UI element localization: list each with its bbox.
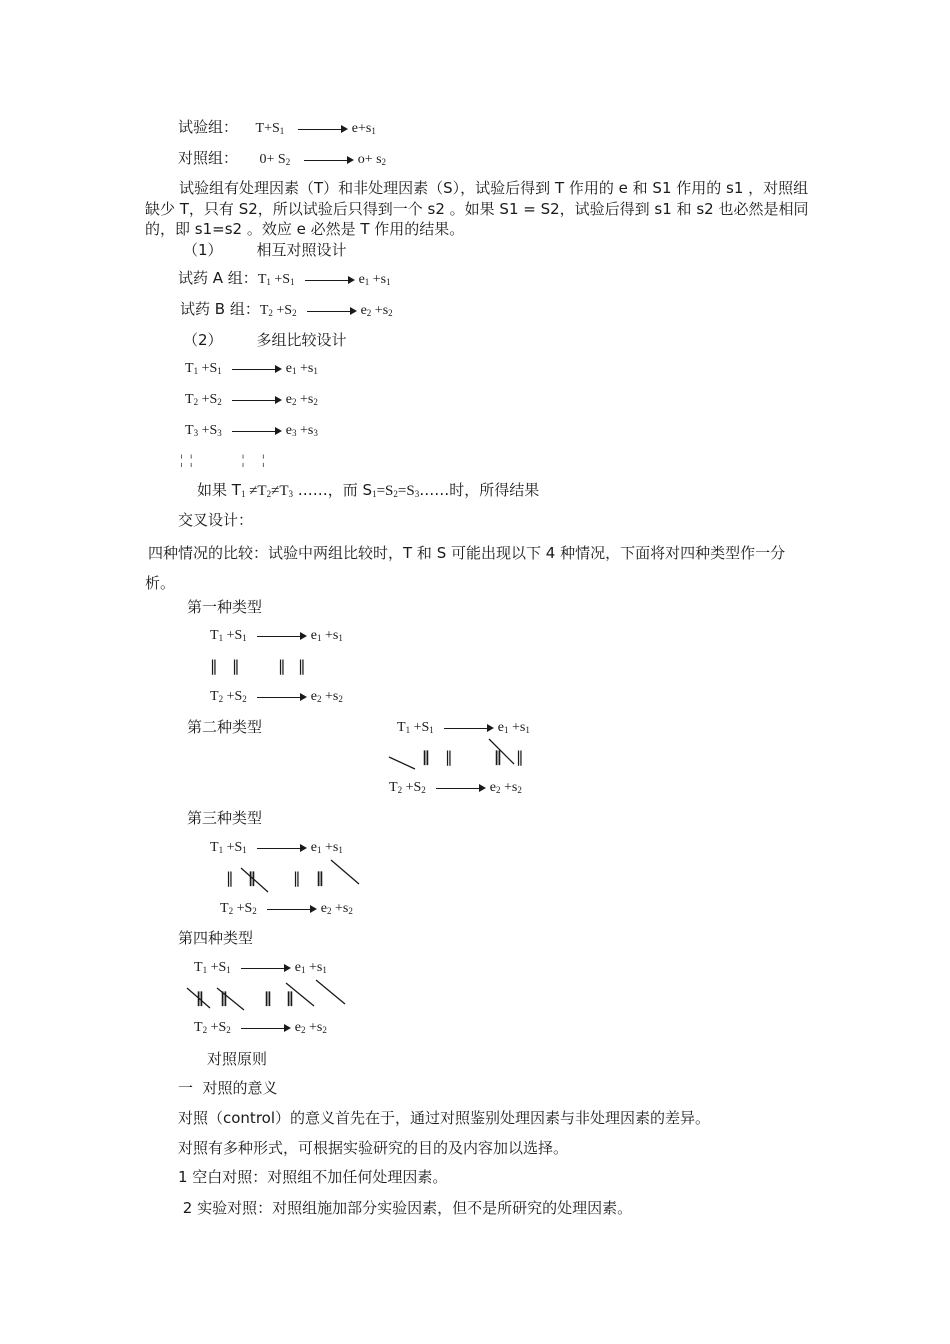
- subscript: 2: [338, 694, 343, 704]
- type1-row-2: [210, 687, 343, 707]
- t-symbol: T: [210, 628, 219, 643]
- subscript: 1: [338, 633, 343, 643]
- subscript: 1: [218, 633, 224, 643]
- drug-b-line: [180, 299, 393, 321]
- heading-text: 相互对照设计: [256, 241, 347, 259]
- t-symbol: T: [185, 361, 194, 376]
- e-symbol: e: [310, 689, 317, 704]
- heading-number: （2）: [183, 331, 223, 349]
- heading-mutual-control: [183, 240, 347, 260]
- subscript: 2: [316, 694, 322, 704]
- t-symbol: T: [210, 689, 219, 704]
- blank-control-text: 1 空白对照：对照组不加任何处理因素。: [178, 1168, 448, 1186]
- and-text: ……，而 S: [293, 481, 373, 499]
- subscript: 1: [525, 725, 530, 735]
- arrow-icon: [267, 904, 317, 914]
- e-symbol: e: [320, 901, 327, 916]
- ellipsis-line: ¦ ¦ ¦ ¦: [180, 453, 265, 468]
- drug-b-label: 试药 B 组：: [180, 300, 260, 318]
- s-symbol: +S: [207, 1020, 227, 1035]
- e-symbol: e: [360, 303, 367, 318]
- s-symbol: +S: [198, 361, 218, 376]
- arrow-icon: [444, 723, 494, 733]
- subscript: 2: [397, 785, 403, 795]
- s-symbol: +S: [198, 392, 218, 407]
- experiment-group-label: 试验组：: [178, 118, 239, 136]
- subscript: 1: [313, 366, 318, 376]
- drug-a-label: 试药 A 组：: [178, 269, 258, 287]
- s-symbol: +S: [272, 303, 293, 318]
- subscript: 1: [364, 277, 370, 287]
- subscript: 1: [193, 366, 199, 376]
- subscript: 2: [393, 489, 398, 499]
- cross-line: [316, 980, 345, 1004]
- subscript: 2: [322, 1025, 327, 1035]
- heading-text: 多组比较设计: [256, 331, 347, 349]
- t-symbol: T: [185, 423, 194, 438]
- e-symbol: e: [285, 361, 292, 376]
- subscript: 2: [381, 157, 387, 167]
- subscript: 3: [288, 489, 293, 499]
- subscript: 1: [242, 845, 247, 855]
- subscript: 1: [202, 965, 208, 975]
- subscript: 2: [202, 1025, 208, 1035]
- type-2-label: 第二种类型: [187, 718, 263, 736]
- s-symbol: +S: [198, 423, 218, 438]
- subscript: 2: [366, 308, 372, 318]
- arrow-icon: [241, 1023, 291, 1033]
- type2-row-2: [389, 778, 522, 798]
- parallel-mark: ∥: [264, 989, 272, 1007]
- type3-row-2: [220, 899, 353, 919]
- subscript: 2: [268, 308, 273, 318]
- subscript: 2: [300, 1025, 306, 1035]
- subscript: 2: [291, 397, 297, 407]
- s-lower-symbol: +s: [296, 361, 314, 376]
- section-heading: 一 对照的意义: [178, 1079, 278, 1097]
- if-condition-line: [197, 480, 539, 501]
- formula-left: 0+ S: [259, 152, 286, 167]
- subscript: 2: [217, 397, 222, 407]
- experimental-control-text: 2 实验对照：对照组施加部分实验因素，但不是所研究的处理因素。: [178, 1199, 633, 1217]
- subscript: 1: [217, 366, 222, 376]
- subscript: 1: [266, 277, 271, 287]
- arrow-icon: [307, 306, 357, 316]
- subscript: 1: [405, 725, 411, 735]
- s-lower-symbol: +s: [369, 272, 387, 287]
- subscript: 2: [292, 308, 297, 318]
- s-lower-symbol: +s: [305, 960, 323, 975]
- equal-mark: ‖: [293, 869, 301, 887]
- formula-left: T+S: [255, 121, 280, 136]
- subscript: 1: [429, 725, 434, 735]
- s-lower-symbol: +s: [321, 840, 339, 855]
- cross-line: [489, 739, 514, 764]
- cross-line: [331, 860, 359, 884]
- subscript: 1: [316, 633, 322, 643]
- arrow-icon: [232, 426, 282, 436]
- subscript: 2: [495, 785, 501, 795]
- subscript: 1: [242, 633, 247, 643]
- type1-row-1: [210, 626, 343, 646]
- eq-text: =S: [376, 483, 394, 499]
- type3-row-1: [210, 838, 343, 858]
- arrow-icon: [257, 692, 307, 702]
- subscript: 1: [386, 277, 391, 287]
- subscript: 1: [338, 845, 343, 855]
- s-lower-symbol: +s: [296, 423, 314, 438]
- s-symbol: +S: [270, 272, 291, 287]
- e-symbol: e: [310, 628, 317, 643]
- control-group-label: 对照组：: [178, 149, 239, 167]
- arrow-icon: [232, 364, 282, 374]
- four-cases-paragraph: 四种情况的比较：试验中两组比较时，T 和 S 可能出现以下 4 种情况，下面将对四种类型作一分析。: [145, 544, 786, 592]
- e-symbol: e: [294, 1020, 301, 1035]
- subscript: 2: [388, 308, 393, 318]
- control-forms-text: 对照有多种形式，可根据实验研究的目的及内容加以选择。: [178, 1139, 569, 1157]
- subscript: 1: [279, 126, 285, 136]
- s-lower-symbol: +s: [508, 720, 526, 735]
- subscript: 3: [217, 428, 222, 438]
- t-symbol: T: [397, 720, 406, 735]
- formula-right: e+s: [351, 121, 372, 136]
- subscript: 1: [300, 965, 306, 975]
- subscript: 1: [218, 845, 224, 855]
- parallel-mark: ∥: [286, 989, 294, 1007]
- experiment-group-line: [178, 117, 376, 139]
- result-text: ……时，所得结果: [419, 481, 540, 499]
- subscript: 2: [348, 906, 353, 916]
- subscript: 2: [252, 906, 257, 916]
- neq-text: ≠T: [245, 483, 267, 499]
- equal-mark: ‖: [516, 748, 524, 766]
- equal-mark: ‖: [278, 657, 286, 675]
- subscript: 2: [242, 694, 247, 704]
- e-symbol: e: [310, 840, 317, 855]
- t-symbol: T: [259, 303, 269, 318]
- s-symbol: +S: [402, 780, 422, 795]
- s-lower-symbol: +s: [305, 1020, 323, 1035]
- t-symbol: T: [389, 780, 398, 795]
- subscript: 2: [421, 785, 426, 795]
- s-symbol: +S: [410, 720, 430, 735]
- subscript: 1: [503, 725, 509, 735]
- neq-text: ≠T: [271, 483, 289, 499]
- multi-row-2: [185, 390, 318, 410]
- s-symbol: +S: [223, 840, 243, 855]
- subscript: 1: [316, 845, 322, 855]
- control-group-line: [178, 148, 386, 170]
- explanation-paragraph: 试验组有处理因素（T）和非处理因素（S），试验后得到 T 作用的 e 和 S1 作用的 s1 ，对照组缺少 T，只有 S2，所以试验后只得到一个 s2 。如果 S1 = S2，试验后得到 s1 和 s2 也必然是相同的，即 s1=s2 。效应 e 必然是 T 作用的结果。: [145, 179, 809, 238]
- e-symbol: e: [489, 780, 496, 795]
- subscript: 1: [226, 965, 231, 975]
- s-lower-symbol: +s: [321, 689, 339, 704]
- s-symbol: +S: [207, 960, 227, 975]
- control-meaning-text: 对照（control）的意义首先在于，通过对照鉴别处理因素与非处理因素的差异。: [178, 1109, 710, 1127]
- arrow-icon: [232, 395, 282, 405]
- arrow-icon: [298, 124, 348, 134]
- subscript: 2: [226, 1025, 231, 1035]
- arrow-icon: [305, 275, 355, 285]
- subscript: 3: [414, 489, 420, 499]
- parallel-mark: ∥: [220, 989, 228, 1007]
- subscript: 2: [313, 397, 318, 407]
- subscript: 2: [193, 397, 199, 407]
- cross-line: [389, 757, 415, 769]
- heading-number: （1）: [183, 241, 223, 259]
- parallel-mark: ∥: [494, 748, 502, 766]
- multi-row-1: [185, 359, 318, 379]
- subscript: 2: [228, 906, 234, 916]
- t-symbol: T: [194, 960, 203, 975]
- if-text: 如果 T: [197, 481, 241, 499]
- parallel-mark: ∥: [196, 989, 204, 1007]
- e-symbol: e: [497, 720, 504, 735]
- parallel-mark: ∥: [316, 869, 324, 887]
- s-symbol: +S: [223, 628, 243, 643]
- e-symbol: e: [285, 423, 292, 438]
- type4-row-2: [194, 1018, 327, 1038]
- subscript: 2: [326, 906, 332, 916]
- subscript: 1: [291, 366, 297, 376]
- t-symbol: T: [210, 840, 219, 855]
- s-lower-symbol: +s: [371, 303, 389, 318]
- subscript: 1: [322, 965, 327, 975]
- subscript: 2: [218, 694, 224, 704]
- equal-mark: ‖: [232, 657, 240, 675]
- arrow-icon: [436, 783, 486, 793]
- subscript: 1: [290, 277, 295, 287]
- t-symbol: T: [194, 1020, 203, 1035]
- t-symbol: T: [185, 392, 194, 407]
- equal-mark: ‖: [298, 657, 306, 675]
- type-1-label: 第一种类型: [187, 598, 263, 616]
- multi-row-3: [185, 421, 318, 441]
- parallel-mark: ∥: [248, 869, 256, 887]
- s-symbol: +S: [223, 689, 243, 704]
- type-4-label: 第四种类型: [178, 929, 254, 947]
- arrow-icon: [304, 155, 354, 165]
- arrow-icon: [257, 843, 307, 853]
- s-symbol: +S: [233, 901, 253, 916]
- drug-a-line: [178, 268, 391, 290]
- e-symbol: e: [285, 392, 292, 407]
- equal-mark: ‖: [210, 657, 218, 675]
- equal-mark: ‖: [445, 748, 453, 766]
- equal-mark: ‖: [226, 869, 234, 887]
- s-lower-symbol: +s: [321, 628, 339, 643]
- s-lower-symbol: +s: [331, 901, 349, 916]
- e-symbol: e: [358, 272, 365, 287]
- type-3-label: 第三种类型: [187, 809, 263, 827]
- subscript: 2: [266, 489, 272, 499]
- t-symbol: T: [220, 901, 229, 916]
- arrow-icon: [257, 631, 307, 641]
- subscript: 3: [291, 428, 297, 438]
- subscript: 2: [285, 157, 291, 167]
- t-symbol: T: [257, 272, 267, 287]
- subscript: 1: [240, 489, 246, 499]
- principle-heading: 对照原则: [207, 1050, 268, 1068]
- s-lower-symbol: +s: [500, 780, 518, 795]
- subscript: 2: [517, 785, 522, 795]
- type2-row-1: [397, 718, 530, 738]
- subscript: 3: [313, 428, 318, 438]
- s-lower-symbol: +s: [296, 392, 314, 407]
- subscript: 1: [371, 126, 376, 136]
- formula-right: o+ s: [357, 152, 382, 167]
- parallel-mark: ∥: [422, 748, 430, 766]
- eq-text: =S: [397, 483, 415, 499]
- cross-design-label: 交叉设计：: [178, 511, 254, 529]
- heading-multi-group: [183, 330, 347, 350]
- arrow-icon: [241, 963, 291, 973]
- type4-row-1: [194, 958, 327, 978]
- e-symbol: e: [294, 960, 301, 975]
- subscript: 3: [193, 428, 199, 438]
- subscript: 1: [372, 489, 377, 499]
